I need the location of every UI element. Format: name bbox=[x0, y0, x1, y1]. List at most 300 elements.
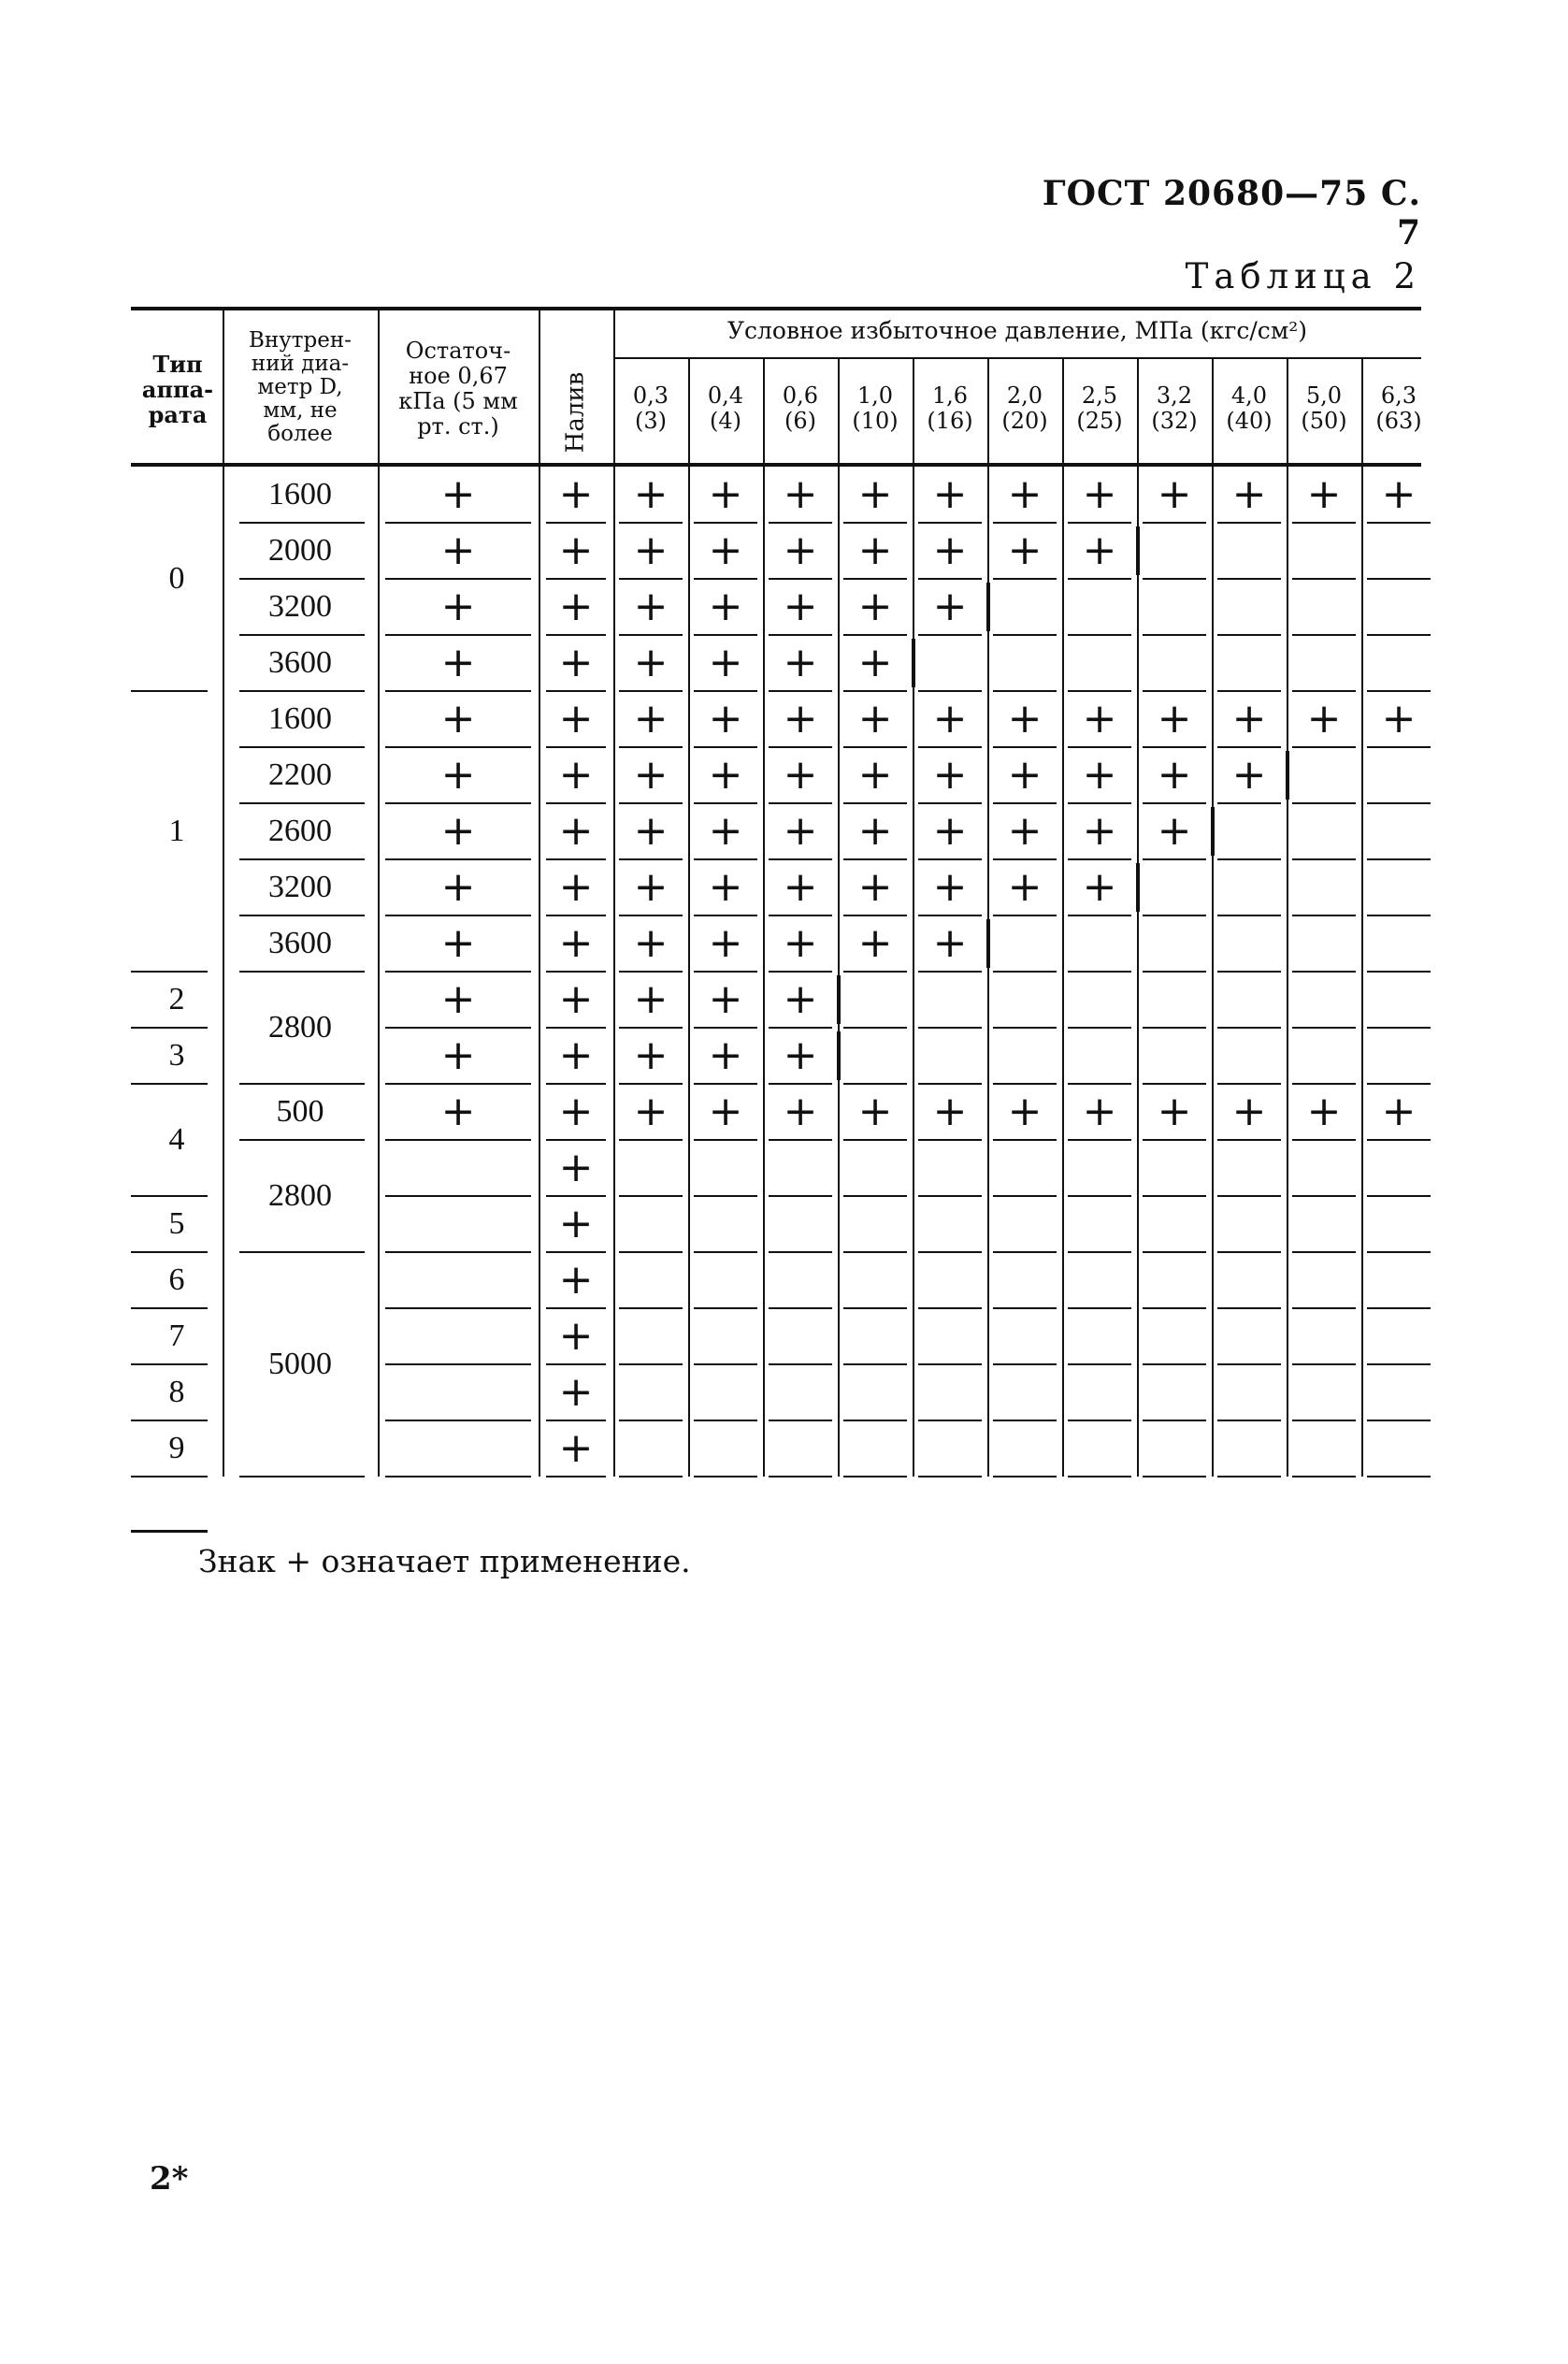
pressure-separator bbox=[843, 1476, 907, 1478]
header-vline bbox=[1137, 359, 1139, 463]
pressure-mark: + bbox=[1082, 863, 1117, 911]
pressure-separator bbox=[1367, 634, 1431, 636]
pressure-separator bbox=[694, 1251, 757, 1253]
pressure-separator bbox=[1217, 1476, 1281, 1478]
pressure-mark: + bbox=[783, 919, 818, 967]
pressure-mark: + bbox=[932, 1088, 968, 1135]
header-diameter: Внутрен- ний диа- метр D, мм, не более bbox=[249, 328, 352, 446]
pressure-separator bbox=[1143, 971, 1206, 973]
pressure-mark: + bbox=[1157, 1088, 1192, 1135]
header-pressure-8 bbox=[1212, 383, 1287, 434]
residual-mark: + bbox=[440, 695, 476, 742]
residual-separator bbox=[385, 1420, 531, 1421]
pressure-separator bbox=[619, 1363, 683, 1365]
type-cell: 2 bbox=[168, 982, 185, 1016]
pressure-separator bbox=[1292, 1420, 1356, 1421]
residual-mark: + bbox=[440, 526, 476, 574]
pressure-mark: + bbox=[1306, 470, 1342, 518]
naliv-mark: + bbox=[558, 919, 594, 967]
pressure-separator bbox=[694, 1476, 757, 1478]
pressure-separator bbox=[843, 1307, 907, 1309]
pressure-separator bbox=[619, 1251, 683, 1253]
naliv-mark: + bbox=[558, 1368, 594, 1416]
naliv-mark: + bbox=[558, 863, 594, 911]
pressure-separator bbox=[1217, 1027, 1281, 1029]
residual-mark: + bbox=[440, 919, 476, 967]
header-pressure-6 bbox=[1062, 383, 1137, 434]
pressure-separator bbox=[918, 1420, 982, 1421]
pressure-mark: + bbox=[708, 639, 743, 686]
pressure-mark: + bbox=[633, 1088, 669, 1135]
pressure-separator bbox=[1292, 578, 1356, 580]
pressure-mark: + bbox=[857, 583, 893, 630]
pressure-mark: + bbox=[932, 807, 968, 855]
pressure-separator bbox=[619, 1195, 683, 1197]
header-residual: Остаточ- ное 0,67 кПа (5 мм рт. ст.) bbox=[398, 338, 518, 440]
header-vline bbox=[913, 359, 914, 463]
pressure-mpa: 5,0 bbox=[1305, 382, 1343, 409]
pressure-mark: + bbox=[1007, 526, 1043, 574]
pressure-separator bbox=[1367, 1027, 1431, 1029]
pressure-separator bbox=[1068, 1027, 1131, 1029]
diameter-cell: 3600 bbox=[268, 645, 332, 680]
pressure-mark: + bbox=[1157, 807, 1192, 855]
pressure-separator bbox=[1143, 1363, 1206, 1365]
pressure-separator bbox=[1367, 1476, 1431, 1478]
pressure-mark: + bbox=[1381, 695, 1417, 742]
pressure-kgs: (25) bbox=[1076, 408, 1123, 434]
naliv-mark: + bbox=[558, 975, 594, 1023]
pressure-separator bbox=[843, 1027, 907, 1029]
pressure-separator bbox=[1217, 634, 1281, 636]
pressure-mark: + bbox=[1007, 470, 1043, 518]
pressure-mark: + bbox=[1157, 470, 1192, 518]
pressure-separator bbox=[694, 1307, 757, 1309]
pressure-separator bbox=[619, 1307, 683, 1309]
pressure-separator bbox=[918, 1476, 982, 1478]
grid-vline bbox=[1062, 467, 1064, 1477]
pressure-separator bbox=[694, 1363, 757, 1365]
pressure-mark: + bbox=[857, 863, 893, 911]
pressure-separator bbox=[993, 1195, 1057, 1197]
pressure-mark: + bbox=[708, 1031, 743, 1079]
pressure-separator bbox=[1217, 1251, 1281, 1253]
diameter-cell: 2800 bbox=[268, 1178, 332, 1213]
residual-separator bbox=[385, 1307, 531, 1309]
pressure-separator bbox=[619, 1476, 683, 1478]
pressure-separator bbox=[1292, 1307, 1356, 1309]
pressure-separator bbox=[993, 1251, 1057, 1253]
pressure-separator bbox=[1068, 1195, 1131, 1197]
header-vline bbox=[763, 359, 765, 463]
pressure-separator bbox=[993, 971, 1057, 973]
pressure-mark: + bbox=[633, 1031, 669, 1079]
pressure-separator bbox=[918, 1027, 982, 1029]
pressure-mpa: 0,4 bbox=[707, 382, 744, 409]
residual-mark: + bbox=[440, 975, 476, 1023]
pressure-separator bbox=[769, 1420, 832, 1421]
pressure-mark: + bbox=[633, 807, 669, 855]
header-vline bbox=[223, 310, 224, 463]
pressure-mark: + bbox=[1231, 1088, 1267, 1135]
pressure-separator bbox=[1292, 1363, 1356, 1365]
header-pressure-9 bbox=[1287, 383, 1361, 434]
footnote: Знак + означает применение. bbox=[198, 1543, 691, 1579]
grid-vline bbox=[1287, 467, 1288, 1477]
pressure-separator bbox=[1367, 971, 1431, 973]
pressure-mark: + bbox=[633, 526, 669, 574]
pressure-mark: + bbox=[1157, 751, 1192, 799]
type-cell: 8 bbox=[168, 1375, 185, 1409]
pressure-mark: + bbox=[1231, 751, 1267, 799]
type-cell: 6 bbox=[168, 1262, 185, 1297]
pressure-separator bbox=[1068, 1420, 1131, 1421]
pressure-mark: + bbox=[1082, 1088, 1117, 1135]
pressure-mark: + bbox=[932, 863, 968, 911]
pressure-mark: + bbox=[708, 470, 743, 518]
pressure-mark: + bbox=[633, 919, 669, 967]
type-cell: 5 bbox=[168, 1206, 185, 1241]
pressure-separator bbox=[1143, 1420, 1206, 1421]
pressure-mark: + bbox=[708, 919, 743, 967]
pressure-mark: + bbox=[708, 695, 743, 742]
pressure-separator bbox=[843, 1251, 907, 1253]
pressure-mark: + bbox=[633, 751, 669, 799]
pressure-mark: + bbox=[1082, 526, 1117, 574]
pressure-mark: + bbox=[708, 863, 743, 911]
pressure-separator bbox=[619, 1420, 683, 1421]
pressure-mark: + bbox=[1007, 1088, 1043, 1135]
pressure-separator bbox=[1143, 578, 1206, 580]
pressure-separator bbox=[993, 1027, 1057, 1029]
pressure-separator bbox=[1143, 1307, 1206, 1309]
pressure-separator bbox=[1217, 1195, 1281, 1197]
header-pressure-3 bbox=[838, 383, 913, 434]
naliv-mark: + bbox=[558, 1200, 594, 1247]
pressure-mark: + bbox=[783, 863, 818, 911]
pressure-separator bbox=[843, 1195, 907, 1197]
pressure-mark: + bbox=[932, 919, 968, 967]
pressure-separator bbox=[1292, 1251, 1356, 1253]
header-pressure-2 bbox=[763, 383, 838, 434]
pressure-mark: + bbox=[857, 639, 893, 686]
pressure-mark: + bbox=[932, 470, 968, 518]
pressure-mpa: 1,0 bbox=[856, 382, 894, 409]
pressure-separator bbox=[993, 1307, 1057, 1309]
pressure-kgs: (6) bbox=[784, 408, 816, 434]
pressure-mark: + bbox=[633, 470, 669, 518]
pressure-mark: + bbox=[708, 1088, 743, 1135]
pressure-separator bbox=[694, 1420, 757, 1421]
pressure-separator bbox=[1367, 1195, 1431, 1197]
page-number: 2* bbox=[150, 2160, 189, 2198]
pressure-separator bbox=[918, 1363, 982, 1365]
pressure-mark: + bbox=[1007, 863, 1043, 911]
pressure-mark: + bbox=[1306, 1088, 1342, 1135]
pressure-separator bbox=[1367, 578, 1431, 580]
pressure-separator bbox=[1217, 1420, 1281, 1421]
header-naliv: Налив bbox=[561, 371, 590, 454]
pressure-separator bbox=[993, 1363, 1057, 1365]
residual-mark: + bbox=[440, 1031, 476, 1079]
header-vline bbox=[688, 359, 690, 463]
pressure-separator bbox=[1292, 1027, 1356, 1029]
header-vline bbox=[1287, 359, 1288, 463]
header-pressure-0 bbox=[613, 383, 688, 434]
diameter-cell: 3200 bbox=[268, 870, 332, 904]
naliv-mark: + bbox=[558, 807, 594, 855]
pressure-mark: + bbox=[857, 751, 893, 799]
header-pressure-10 bbox=[1361, 383, 1436, 434]
header-pressure-group: Условное избыточное давление, МПа (кгс/см²) bbox=[726, 317, 1308, 344]
naliv-mark: + bbox=[558, 1424, 594, 1472]
pressure-mpa: 2,5 bbox=[1081, 382, 1118, 409]
pressure-kgs: (16) bbox=[927, 408, 973, 434]
type-cell: 7 bbox=[168, 1319, 185, 1353]
header-pressure-1 bbox=[688, 383, 763, 434]
pressure-mark: + bbox=[708, 526, 743, 574]
pressure-mark: + bbox=[783, 583, 818, 630]
pressure-mark: + bbox=[1381, 1088, 1417, 1135]
pressure-separator bbox=[993, 1476, 1057, 1478]
naliv-mark: + bbox=[558, 583, 594, 630]
pressure-kgs: (3) bbox=[635, 408, 667, 434]
pressure-mark: + bbox=[783, 695, 818, 742]
pressure-subheader-rule bbox=[613, 357, 1421, 359]
pressure-mark: + bbox=[783, 751, 818, 799]
diameter-cell: 5000 bbox=[268, 1347, 332, 1381]
type-cell: 9 bbox=[168, 1431, 185, 1465]
naliv-mark: + bbox=[558, 470, 594, 518]
pressure-kgs: (4) bbox=[710, 408, 741, 434]
pressure-separator bbox=[1292, 971, 1356, 973]
residual-mark: + bbox=[440, 751, 476, 799]
pressure-separator bbox=[769, 1363, 832, 1365]
header-vline bbox=[987, 359, 989, 463]
pressure-mark: + bbox=[1306, 695, 1342, 742]
diameter-cell: 2600 bbox=[268, 814, 332, 848]
pressure-mpa: 4,0 bbox=[1230, 382, 1268, 409]
pressure-kgs: (50) bbox=[1301, 408, 1347, 434]
diameter-cell: 3200 bbox=[268, 589, 332, 624]
naliv-mark: + bbox=[558, 1088, 594, 1135]
pressure-separator bbox=[918, 1195, 982, 1197]
header-vline bbox=[838, 359, 840, 463]
grid-vline bbox=[1137, 467, 1139, 1477]
naliv-mark: + bbox=[558, 751, 594, 799]
pressure-separator bbox=[1143, 1027, 1206, 1029]
pressure-separator bbox=[1217, 578, 1281, 580]
pressure-separator bbox=[918, 1307, 982, 1309]
grid-vline bbox=[1361, 467, 1363, 1477]
pressure-separator bbox=[769, 1476, 832, 1478]
pressure-mark: + bbox=[932, 583, 968, 630]
residual-mark: + bbox=[440, 583, 476, 630]
pressure-mark: + bbox=[708, 751, 743, 799]
pressure-separator bbox=[694, 1195, 757, 1197]
pressure-separator bbox=[1367, 1307, 1431, 1309]
pressure-mark: + bbox=[1007, 807, 1043, 855]
header-vline bbox=[1062, 359, 1064, 463]
pressure-separator bbox=[1292, 858, 1356, 860]
pressure-separator bbox=[1217, 1363, 1281, 1365]
pressure-mpa: 0,6 bbox=[782, 382, 819, 409]
diameter-cell: 500 bbox=[276, 1094, 324, 1129]
pressure-separator bbox=[1217, 858, 1281, 860]
type-cell: 4 bbox=[168, 1122, 185, 1157]
header-vline bbox=[539, 310, 540, 463]
residual-mark: + bbox=[440, 470, 476, 518]
pressure-separator bbox=[1292, 1195, 1356, 1197]
pressure-mark: + bbox=[633, 975, 669, 1023]
pressure-separator bbox=[1068, 971, 1131, 973]
pressure-separator bbox=[1143, 1195, 1206, 1197]
residual-separator bbox=[385, 1363, 531, 1365]
pressure-mark: + bbox=[783, 639, 818, 686]
pressure-mark: + bbox=[1082, 695, 1117, 742]
pressure-mark: + bbox=[857, 695, 893, 742]
pressure-separator bbox=[993, 1420, 1057, 1421]
pressure-mark: + bbox=[1007, 751, 1043, 799]
pressure-separator bbox=[1292, 634, 1356, 636]
residual-mark: + bbox=[440, 807, 476, 855]
pressure-mark: + bbox=[708, 583, 743, 630]
naliv-mark: + bbox=[558, 1031, 594, 1079]
table-top-rule bbox=[131, 307, 1421, 310]
pressure-mark: + bbox=[1157, 695, 1192, 742]
pressure-mark: + bbox=[932, 751, 968, 799]
pressure-mark: + bbox=[783, 470, 818, 518]
pressure-separator bbox=[1143, 915, 1206, 916]
pressure-mark: + bbox=[1082, 807, 1117, 855]
pressure-mark: + bbox=[1082, 751, 1117, 799]
pressure-mark: + bbox=[783, 807, 818, 855]
pressure-mark: + bbox=[783, 526, 818, 574]
pressure-mark: + bbox=[857, 807, 893, 855]
pressure-separator bbox=[843, 1420, 907, 1421]
residual-separator bbox=[385, 1476, 531, 1478]
pressure-separator bbox=[769, 1251, 832, 1253]
pressure-separator bbox=[843, 1363, 907, 1365]
pressure-separator bbox=[1068, 1307, 1131, 1309]
diameter-cell: 1600 bbox=[268, 477, 332, 512]
pressure-separator bbox=[1143, 1251, 1206, 1253]
pressure-mark: + bbox=[1381, 470, 1417, 518]
type-cell: 0 bbox=[168, 561, 185, 596]
pressure-separator bbox=[1367, 802, 1431, 804]
pressure-mark: + bbox=[708, 807, 743, 855]
pressure-kgs: (32) bbox=[1151, 408, 1198, 434]
pressure-separator bbox=[1292, 802, 1356, 804]
diameter-cell: 1600 bbox=[268, 701, 332, 736]
diameter-cell: 2000 bbox=[268, 533, 332, 568]
residual-mark: + bbox=[440, 1088, 476, 1135]
pressure-separator bbox=[1143, 1476, 1206, 1478]
naliv-mark: + bbox=[558, 695, 594, 742]
pressure-mark: + bbox=[857, 470, 893, 518]
header-pressure-7 bbox=[1137, 383, 1212, 434]
pressure-separator bbox=[1217, 915, 1281, 916]
pressure-mpa: 6,3 bbox=[1380, 382, 1417, 409]
residual-mark: + bbox=[440, 863, 476, 911]
residual-separator bbox=[385, 1195, 531, 1197]
pressure-mark: + bbox=[633, 583, 669, 630]
page-header: ГОСТ 20680—75 С. 7 bbox=[1042, 174, 1421, 252]
pressure-separator bbox=[769, 1307, 832, 1309]
naliv-mark: + bbox=[558, 526, 594, 574]
pressure-mark: + bbox=[932, 695, 968, 742]
header-pressure-4 bbox=[913, 383, 987, 434]
pressure-separator bbox=[1292, 1476, 1356, 1478]
pressure-mark: + bbox=[1231, 470, 1267, 518]
table-bottom-rule bbox=[131, 1530, 208, 1533]
pressure-mark: + bbox=[783, 975, 818, 1023]
pressure-mark: + bbox=[857, 526, 893, 574]
pressure-separator bbox=[1068, 634, 1131, 636]
pressure-mark: + bbox=[633, 639, 669, 686]
pressure-separator bbox=[1367, 858, 1431, 860]
pressure-mark: + bbox=[633, 863, 669, 911]
pressure-separator bbox=[1217, 1307, 1281, 1309]
residual-separator bbox=[385, 1251, 531, 1253]
pressure-separator bbox=[918, 1251, 982, 1253]
pressure-separator bbox=[1068, 1251, 1131, 1253]
pressure-mark: + bbox=[708, 975, 743, 1023]
pressure-separator bbox=[1292, 915, 1356, 916]
pressure-kgs: (20) bbox=[1001, 408, 1048, 434]
diameter-cell: 2200 bbox=[268, 757, 332, 792]
pressure-mark: + bbox=[857, 1088, 893, 1135]
header-vline bbox=[1361, 359, 1363, 463]
residual-mark: + bbox=[440, 639, 476, 686]
pressure-mpa: 3,2 bbox=[1156, 382, 1193, 409]
pressure-separator bbox=[1367, 915, 1431, 916]
pressure-separator bbox=[1367, 1363, 1431, 1365]
pressure-separator bbox=[1367, 1420, 1431, 1421]
pressure-kgs: (63) bbox=[1375, 408, 1422, 434]
pressure-mark: + bbox=[1007, 695, 1043, 742]
header-vline bbox=[613, 310, 615, 463]
pressure-mpa: 2,0 bbox=[1006, 382, 1043, 409]
grid-vline bbox=[1212, 467, 1214, 1477]
pressure-separator bbox=[1367, 1251, 1431, 1253]
type-cell: 3 bbox=[168, 1038, 185, 1073]
naliv-mark: + bbox=[558, 1312, 594, 1360]
table-caption: Таблица 2 bbox=[1185, 256, 1421, 296]
pressure-kgs: (10) bbox=[852, 408, 899, 434]
diameter-cell: 2800 bbox=[268, 1010, 332, 1045]
pressure-separator bbox=[769, 1195, 832, 1197]
pressure-separator bbox=[993, 634, 1057, 636]
type-cell: 1 bbox=[168, 814, 185, 848]
pressure-mark: + bbox=[1231, 695, 1267, 742]
pressure-separator bbox=[1217, 971, 1281, 973]
header-vline bbox=[1212, 359, 1214, 463]
naliv-mark: + bbox=[558, 1256, 594, 1304]
pressure-separator bbox=[1068, 1363, 1131, 1365]
pressure-kgs: (40) bbox=[1226, 408, 1273, 434]
pressure-separator bbox=[1068, 1476, 1131, 1478]
diameter-cell: 3600 bbox=[268, 926, 332, 960]
pressure-mark: + bbox=[1082, 470, 1117, 518]
naliv-mark: + bbox=[558, 1144, 594, 1191]
pressure-mark: + bbox=[783, 1088, 818, 1135]
naliv-mark: + bbox=[558, 639, 594, 686]
pressure-mark: + bbox=[633, 695, 669, 742]
pressure-mpa: 1,6 bbox=[931, 382, 969, 409]
header-vline bbox=[378, 310, 380, 463]
pressure-mpa: 0,3 bbox=[632, 382, 669, 409]
